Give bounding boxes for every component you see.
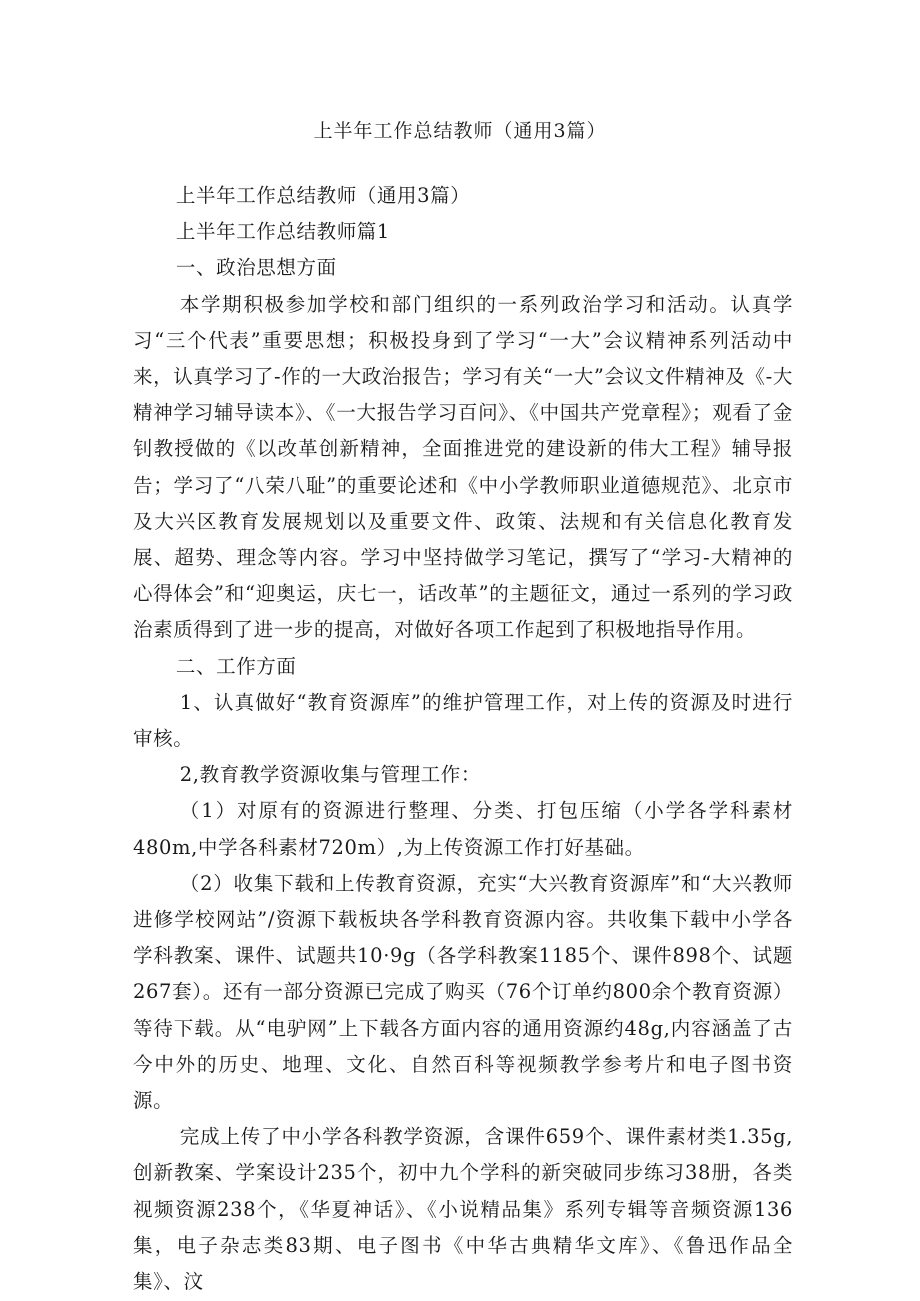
paragraph: （2）收集下载和上传教育资源，充实“大兴教育资源库”和“大兴教师进修学校网站”/资源下载板块各学科教育资源内容。共收集下载中小学各学科教案、课件、试题共10·9g（各学科教案1185个、课件898个、试题267套）。还有一部分资源已完成了购买（76个订单约800余个教育资源）等待下载。从“电驴网”上下载各方面内容的通用资源约48g,内容涵盖了古今中外的历史、地理、文化、自然百科等视频教学参考片和电子图书资源。 <box>133 871 793 1113</box>
paragraph: （1）对原有的资源进行整理、分类、打包压缩（小学各学科素材480m,中学各科素材720m）,为上传资源工作打好基础。 <box>133 799 793 859</box>
subsection-heading: 二、工作方面 <box>175 654 297 678</box>
subsection-heading: 一、政治思想方面 <box>175 256 337 280</box>
paragraph: 完成上传了中小学各科教学资源，含课件659个、课件素材类1.35g,创新教案、学案设计235个，初中九个学科的新突破同步练习38册，各类视频资源238个，《华夏神话》、《小说精品集》系列专辑等音频资源136集，电子杂志类83期、电子图书《中华古典精华文库》、《鲁迅作品全集》、汶 <box>133 1125 793 1294</box>
paragraph: 1、认真做好“教育资源库”的维护管理工作，对上传的资源及时进行审核。 <box>133 690 793 751</box>
subtitle: 上半年工作总结教师（通用3篇） <box>175 184 471 207</box>
document-body <box>133 178 793 1300</box>
paragraph: 本学期积极参加学校和部门组织的一系列政治学习和活动。认真学习“三个代表”重要思想；积极投身到了学习“一大”会议精神系列活动中来，认真学习了-作的一大政治报告；学习有关“一大”会议文件精神及《-大精神学习辅导读本》、《一大报告学习百问》、《中国共产党章程》；观看了金钊教授做的《以改革创新精神，全面推进党的建设新的伟大工程》辅导报告；学习了“八荣八耻”的重要论述和《中小学教师职业道德规范》、北京市及大兴区教育发展规划以及重要文件、政策、法规和有关信息化教育发展、超势、理念等内容。学习中坚持做学习笔记，撰写了“学习-大精神的心得体会”和“迎奥运，庆七一，话改革”的主题征文，通过一系列的学习政治素质得到了进一步的提高，对做好各项工作起到了积极地指导作用。 <box>133 292 793 642</box>
paragraph: 2,教育教学资源收集与管理工作： <box>179 763 482 787</box>
section-heading: 上半年工作总结教师篇1 <box>175 220 390 244</box>
document-title: 上半年工作总结教师（通用3篇） <box>313 120 607 142</box>
